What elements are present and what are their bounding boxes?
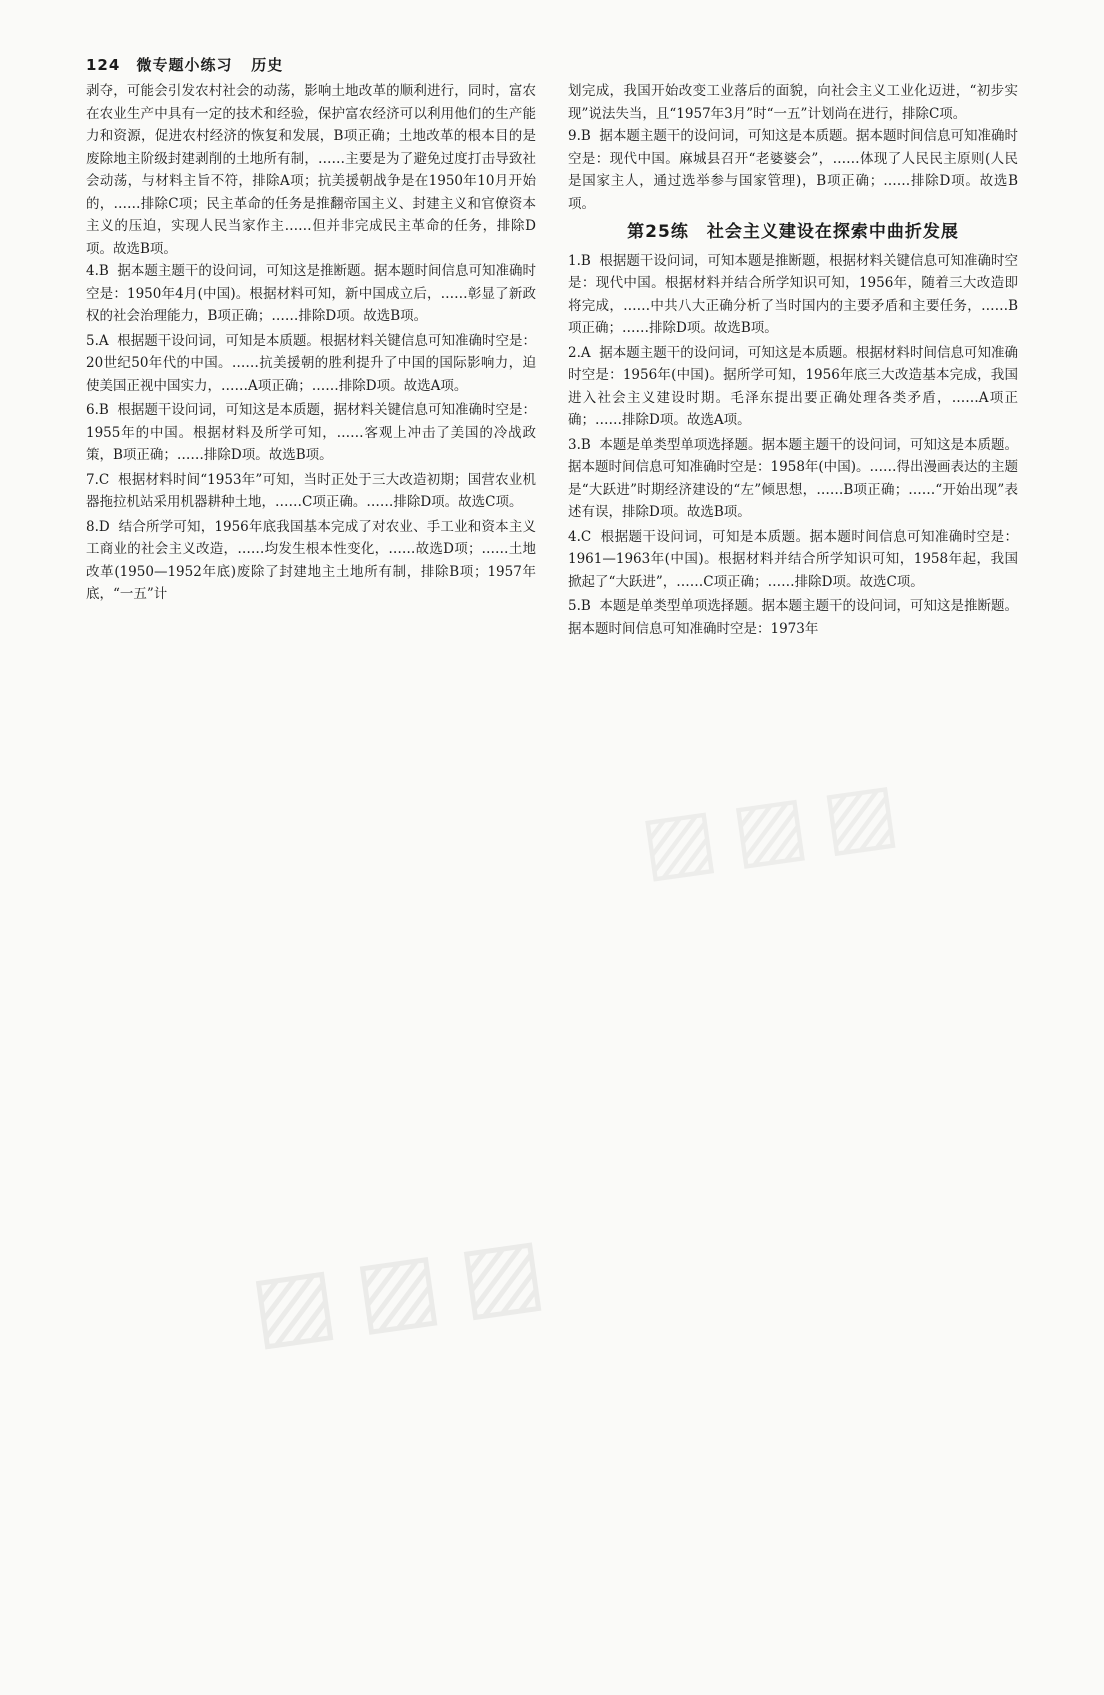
answer-item bbox=[568, 526, 1018, 594]
answer-text: 根据题干设问词，可知本题是推断题，根据材料关键信息可知准确时空是：现代中国。根据材料并结合所学知识可知，1956年，随着三大改造即将完成，……中共八大正确分析了当时国内的主要矛盾和主要任务，……B项正确；……排除D项。故选B项。 bbox=[568, 252, 1018, 336]
answer-text: 根据题干设问词，可知是本质题。据本题时间信息可知准确时空是：1961—1963年(中国)。根据材料并结合所学知识可知，1958年起，我国掀起了“大跃进”，……C项正确；……排除D项。故选C项。 bbox=[568, 528, 1018, 590]
answer-label: 6.B bbox=[86, 402, 109, 418]
answer-item bbox=[568, 342, 1018, 432]
answer-label: 9.B bbox=[568, 128, 591, 144]
answer-item bbox=[86, 469, 536, 514]
section-title: 第25练 社会主义建设在探索中曲折发展 bbox=[627, 222, 959, 242]
answer-label: 5.B bbox=[568, 598, 591, 614]
left-column bbox=[86, 80, 536, 608]
answer-label: 4.B bbox=[86, 263, 109, 279]
page-header bbox=[86, 54, 283, 75]
answer-text: 根据题干设问词，可知这是本质题，据材料关键信息可知准确时空是：1955年的中国。根据材料及所学可知，……客观上冲击了美国的冷战政策，B项正确；……排除D项。故选B项。 bbox=[86, 402, 536, 463]
subject-title: 历史 bbox=[251, 56, 284, 74]
answer-label: 4.C bbox=[568, 528, 592, 545]
answer-item bbox=[86, 330, 536, 398]
answer-item bbox=[568, 595, 1018, 640]
answer-label: 1.B bbox=[568, 252, 591, 269]
answer-item bbox=[86, 260, 536, 328]
answer-text: 据本题主题干的设问词，可知这是本质题。根据材料时间信息可知准确时空是：1956年(中国)。据所学可知，1956年底三大改造基本完成，我国进入社会主义建设时期。毛泽东提出要正确处理各类矛盾，……A项正确；……排除D项。故选A项。 bbox=[568, 344, 1018, 428]
answer-item bbox=[86, 516, 536, 606]
watermark: ▨▨▨ bbox=[244, 1213, 571, 1362]
answer-label: 3.B bbox=[568, 436, 591, 453]
answer-item bbox=[86, 399, 536, 467]
answer-text: 本题是单类型单项选择题。据本题主题干的设问词，可知这是推断题。据本题时间信息可知准确时空是：1973年 bbox=[568, 598, 1018, 637]
answer-label: 2.A bbox=[568, 344, 591, 361]
right-intro-paragraph: 划完成，我国开始改变工业落后的面貌，向社会主义工业化迈进，“初步实现”说法失当，且“1957年3月”时“一五”计划尚在进行，排除C项。 bbox=[568, 83, 1018, 122]
answer-text: 结合所学可知，1956年底我国基本完成了对农业、手工业和资本主义工商业的社会主义改造，……均发生根本性变化，……故选D项；……土地改革(1950—1952年底)废除了封建地主土地所有制，排除B项；1957年底，“一五”计 bbox=[86, 518, 537, 602]
answer-label: 7.C bbox=[86, 471, 110, 488]
answer-text: 根据题干设问词，可知是本质题。根据材料关键信息可知准确时空是：20世纪50年代的中国。……抗美援朝的胜利提升了中国的国际影响力，迫使美国正视中国实力，……A项正确；……排除D项。故选A项。 bbox=[86, 332, 536, 394]
answer-item bbox=[568, 250, 1018, 340]
answer-text: 根据材料时间“1953年”可知，当时正处于三大改造初期；国营农业机器拖拉机站采用机器耕种土地，……C项正确。……排除D项。故选C项。 bbox=[86, 471, 536, 510]
watermark: ▨▨▨ bbox=[634, 761, 920, 892]
page-number: 124 bbox=[86, 56, 121, 74]
book-title: 微专题小练习 bbox=[136, 56, 233, 74]
right-column bbox=[568, 80, 1018, 642]
answer-text: 本题是单类型单项选择题。据本题主题干的设问词，可知这是本质题。据本题时间信息可知准确时空是：1958年(中国)。……得出漫画表达的主题是“大跃进”时期经济建设的“左”倾思想，……B项正确；……“开始出现”表述有误，排除D项。故选B项。 bbox=[568, 436, 1018, 520]
answer-label: 8.D bbox=[86, 518, 110, 535]
answer-item bbox=[568, 125, 1018, 215]
answer-label: 5.A bbox=[86, 332, 109, 349]
answer-item bbox=[568, 434, 1018, 524]
left-intro-paragraph: 剥夺，可能会引发农村社会的动荡，影响土地改革的顺利进行，同时，富农在农业生产中具有一定的技术和经验，保护富农经济可以利用他们的生产能力和资源，促进农村经济的恢复和发展，B项正确；土地改革的根本目的是废除地主阶级封建剥削的土地所有制，……主要是为了避免过度打击导致社会动荡，与材料主旨不符，排除A项；抗美援朝战争是在1950年10月开始的，……排除C项；民主革命的任务是推翻帝国主义、封建主义和官僚资本主义的压迫，实现人民当家作主……但并非完成民主革命的任务，排除D项。故选B项。 bbox=[86, 83, 536, 257]
answer-text: 据本题主题干的设问词，可知这是本质题。据本题时间信息可知准确时空是：现代中国。麻城县召开“老婆婆会”，……体现了人民民主原则(人民是国家主人，通过选举参与国家管理)，B项正确；……排除D项。故选B项。 bbox=[568, 128, 1018, 212]
answer-text: 据本题主题干的设问词，可知这是推断题。据本题时间信息可知准确时空是：1950年4月(中国)。根据材料可知，新中国成立后，……彰显了新政权的社会治理能力，B项正确；……排除D项。故选B项。 bbox=[86, 263, 536, 324]
